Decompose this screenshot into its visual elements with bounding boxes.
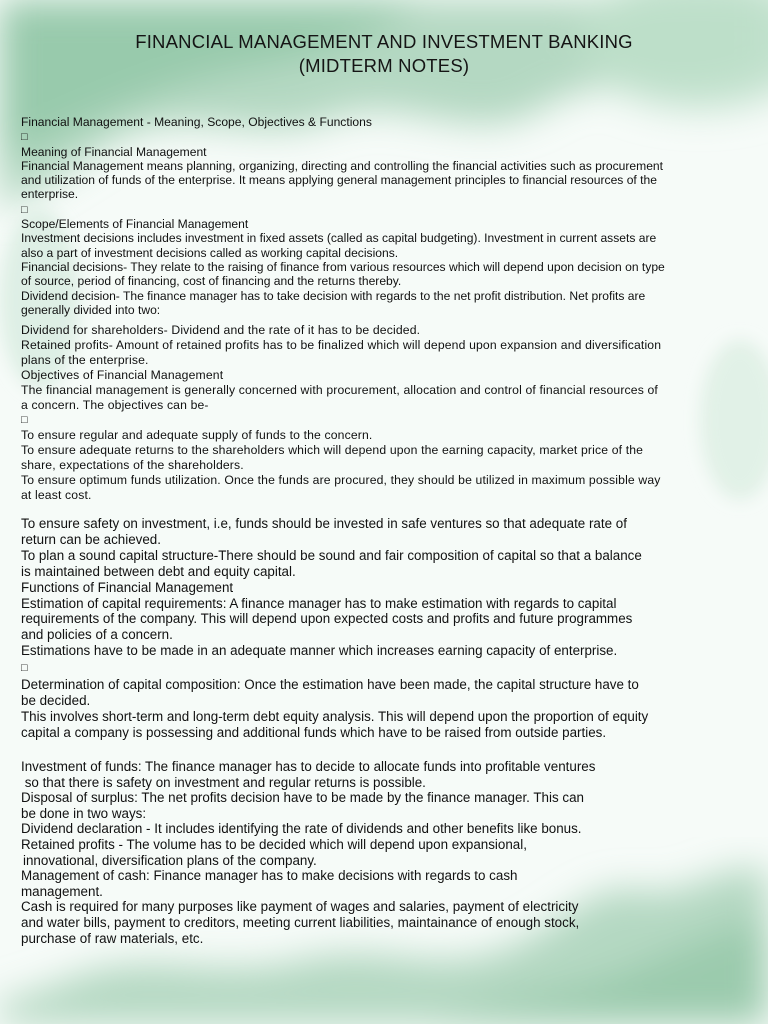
text-line: of source, period of financing, cost of financing and the returns thereby. bbox=[21, 274, 402, 289]
text-line: To ensure safety on investment, i.e, funds should be invested in safe ventures so that adequate rate of bbox=[21, 516, 627, 531]
text-line: enterprise. bbox=[21, 187, 79, 202]
text-line: management. bbox=[21, 883, 103, 899]
text-line: Management of cash: Finance manager has to make decisions with regards to cash bbox=[21, 868, 518, 884]
text-line: To ensure optimum funds utilization. Once the funds are procured, they should be utilized in maximum possible way bbox=[21, 473, 661, 488]
section-objectives bbox=[21, 323, 749, 503]
section-investment-cash bbox=[21, 759, 721, 946]
text-line: be decided. bbox=[21, 692, 91, 708]
text-line: also a part of investment decisions called as working capital decisions. bbox=[21, 245, 399, 260]
subheading-objectives: Objectives of Financial Management bbox=[21, 367, 224, 382]
document-subtitle: (MIDTERM NOTES) bbox=[298, 55, 470, 76]
text-line: Retained profits - The volume has to be decided which will depend upon expansional, bbox=[21, 836, 527, 852]
bullet-box-icon: □ bbox=[21, 662, 28, 675]
bullet-box-icon: □ bbox=[21, 131, 28, 144]
text-line: plans of the enterprise. bbox=[21, 352, 149, 367]
document-title: FINANCIAL MANAGEMENT AND INVESTMENT BANKING bbox=[135, 31, 633, 52]
text-line: Investment decisions includes investment in fixed assets (called as capital budgeting). Investment in current assets are bbox=[21, 231, 657, 246]
text-line: requirements of the company. This will depend upon expected costs and profits and future programmes bbox=[21, 611, 633, 627]
text-line: This involves short-term and long-term debt equity analysis. This will depend upon the proportion of equity bbox=[21, 708, 649, 724]
bullet-box-icon: □ bbox=[21, 414, 28, 427]
text-line: purchase of raw materials, etc. bbox=[21, 930, 204, 946]
text-line: be done in two ways: bbox=[21, 805, 147, 821]
text-line: Dividend decision- The finance manager has to take decision with regards to the net profit distribution. Net profits are bbox=[21, 288, 646, 303]
text-line: Estimation of capital requirements: A finance manager has to make estimation with regards to capital bbox=[21, 595, 617, 611]
text-line: and policies of a concern. bbox=[21, 627, 173, 643]
text-line: return can be achieved. bbox=[21, 531, 161, 547]
text-line: Financial Management means planning, organizing, directing and controlling the financial activities such as procurement bbox=[21, 158, 664, 173]
text-line: Cash is required for many purposes like payment of wages and salaries, payment of electricity bbox=[21, 899, 579, 915]
text-line: at least cost. bbox=[21, 487, 92, 502]
text-line: capital a company is possessing and additional funds which have to be raised from outside parties. bbox=[21, 724, 607, 740]
text-line: To plan a sound capital structure-There should be sound and fair composition of capital so that a balance bbox=[21, 547, 642, 563]
subheading-meaning: Meaning of Financial Management bbox=[21, 144, 207, 159]
subheading-functions: Functions of Financial Management bbox=[21, 579, 234, 595]
text-line: To ensure adequate returns to the shareholders which will depend upon the earning capacity, market price of the bbox=[21, 443, 644, 458]
text-line: Retained profits- Amount of retained profits has to be finalized which will depend upon expansion and diversification bbox=[21, 337, 662, 352]
text-line: generally divided into two: bbox=[21, 302, 161, 317]
text-line: To ensure regular and adequate supply of funds to the concern. bbox=[21, 428, 373, 443]
section-meaning-scope bbox=[21, 115, 751, 317]
text-line: innovational, diversification plans of the company. bbox=[23, 852, 317, 868]
text-line: and utilization of funds of the enterprise. It means applying general management principles to financial resources of the bbox=[21, 173, 657, 188]
text-line: Investment of funds: The finance manager has to decide to allocate funds into profitable ventures bbox=[21, 759, 596, 774]
text-line: share, expectations of the shareholders. bbox=[21, 458, 244, 473]
section-heading: Financial Management - Meaning, Scope, Objectives & Functions bbox=[21, 115, 372, 129]
text-line: so that there is safety on investment and regular returns is possible. bbox=[21, 774, 426, 790]
text-line: Dividend for shareholders- Dividend and the rate of it has to be decided. bbox=[21, 323, 421, 337]
bullet-box-icon: □ bbox=[21, 203, 28, 216]
text-line: The financial management is generally concerned with procurement, allocation and control of financial resources of bbox=[21, 382, 658, 397]
text-line: a concern. The objectives can be- bbox=[21, 397, 209, 412]
text-line: Estimations have to be made in an adequate manner which increases earning capacity of enterprise. bbox=[21, 643, 618, 659]
section-functions bbox=[21, 516, 749, 741]
text-line: Dividend declaration - It includes identifying the rate of dividends and other benefits like bonus. bbox=[21, 821, 582, 837]
text-line: Determination of capital composition: Once the estimation have been made, the capital structure have to bbox=[21, 677, 639, 693]
text-line: is maintained between debt and equity capital. bbox=[21, 563, 296, 579]
text-line: Financial decisions- They relate to the raising of finance from various resources which will depend upon decision on type bbox=[21, 259, 665, 274]
text-line: and water bills, payment to creditors, meeting current liabilities, maintainance of enough stock, bbox=[21, 914, 580, 930]
subheading-scope: Scope/Elements of Financial Management bbox=[21, 217, 249, 232]
text-line: Disposal of surplus: The net profits decision have to be made by the finance manager. This can bbox=[21, 790, 584, 806]
